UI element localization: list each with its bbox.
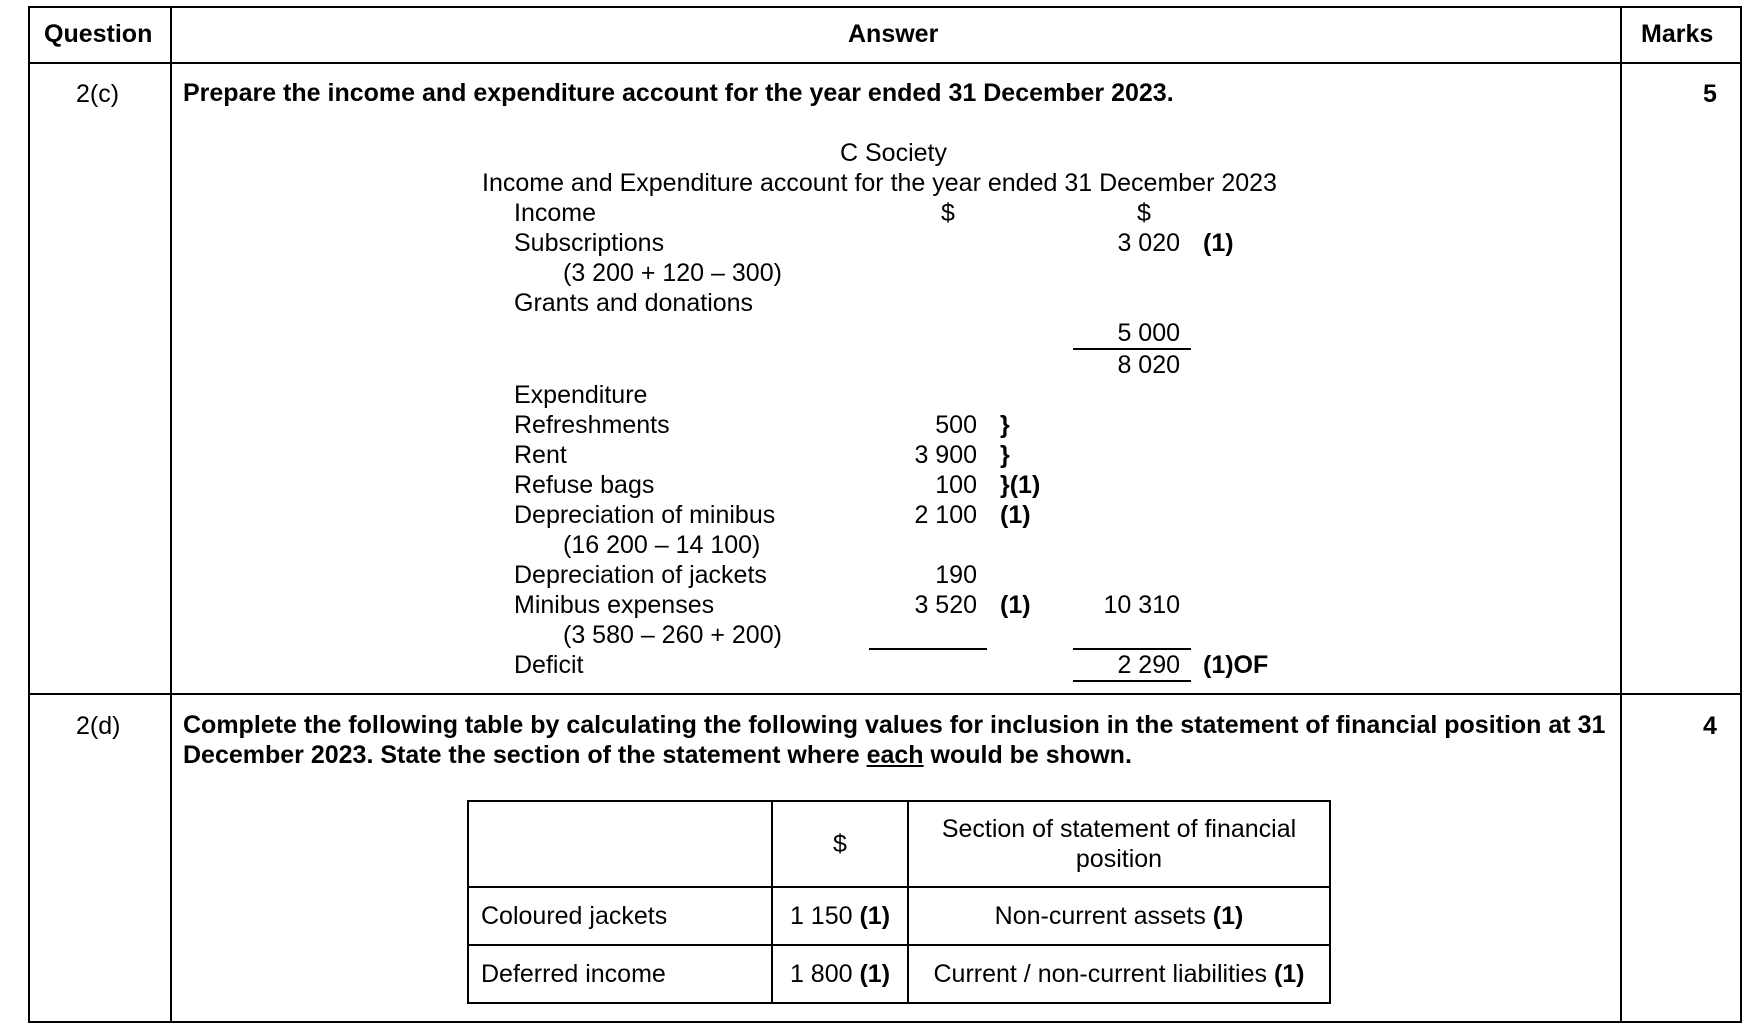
- expenditure-col1-underline: [869, 648, 987, 650]
- dep-minibus-value: 2 100: [914, 501, 977, 529]
- sfp-section: Non-current assets: [994, 901, 1206, 930]
- dep-minibus-working: (16 200 – 14 100): [563, 531, 761, 559]
- minibus-expenses-label: Minibus expenses: [514, 591, 715, 619]
- minibus-expenses-mark: (1): [1000, 591, 1031, 619]
- table-row: [468, 945, 1330, 1003]
- sfp-table: [467, 800, 1331, 1004]
- currency-col2: $: [1137, 199, 1151, 227]
- refuse-bags-value: 100: [935, 471, 977, 499]
- rent-value: 3 900: [914, 441, 977, 469]
- table-right-border: [1740, 6, 1742, 1023]
- deficit-mark: (1)OF: [1203, 651, 1269, 679]
- header-answer: Answer: [848, 20, 939, 48]
- marks-2c: 5: [1703, 80, 1717, 108]
- grants-value: 5 000: [1117, 319, 1180, 347]
- sfp-header-currency: $: [772, 801, 908, 887]
- question-prompt-2d: [183, 710, 1613, 770]
- minibus-expenses-value: 3 520: [914, 591, 977, 619]
- rent-mark: }: [1000, 441, 1010, 469]
- account-title: Income and Expenditure account for the year ended 31 December 2023: [482, 169, 1277, 197]
- sfp-item: Deferred income: [468, 945, 772, 1003]
- question-prompt-2c: Prepare the income and expenditure account for the year ended 31 December 2023.: [183, 79, 1174, 107]
- sfp-section-cell: [908, 945, 1330, 1003]
- sfp-header-section: Section of statement of financial position: [908, 801, 1330, 887]
- refreshments-label: Refreshments: [514, 411, 670, 439]
- dep-jackets-value: 190: [935, 561, 977, 589]
- sfp-value-mark: (1): [859, 901, 891, 930]
- table-bottom-border: [28, 1021, 1742, 1023]
- deficit-value: 2 290: [1117, 651, 1180, 679]
- minibus-expenses-working: (3 580 – 260 + 200): [563, 621, 782, 649]
- dep-minibus-mark: (1): [1000, 501, 1031, 529]
- prompt-2d-underlined: each: [866, 741, 924, 769]
- header-bottom-border: [28, 62, 1742, 64]
- subscriptions-label: Subscriptions: [514, 229, 665, 257]
- refreshments-mark: }: [1000, 411, 1010, 439]
- sfp-table-header: [468, 801, 1330, 887]
- refuse-bags-mark: }(1): [1000, 471, 1041, 499]
- income-heading: Income: [514, 199, 596, 227]
- table-left-border: [28, 6, 30, 1023]
- prompt-2d-part2: would be shown.: [923, 741, 1132, 769]
- deficit-underline: [1073, 680, 1191, 682]
- header-marks: Marks: [1641, 20, 1714, 48]
- grants-label: Grants and donations: [514, 289, 754, 317]
- expenditure-total: 10 310: [1103, 591, 1180, 619]
- income-total: 8 020: [1117, 351, 1180, 379]
- society-name: C Society: [840, 139, 947, 167]
- subscriptions-value: 3 020: [1117, 229, 1180, 257]
- question-number-2c: 2(c): [76, 80, 120, 108]
- sfp-value-mark: (1): [859, 959, 891, 988]
- rent-label: Rent: [514, 441, 567, 469]
- sfp-value: 1 150: [789, 901, 853, 930]
- question-number-2d: 2(d): [76, 712, 121, 740]
- dep-minibus-label: Depreciation of minibus: [514, 501, 776, 529]
- sfp-header-blank: [468, 801, 772, 887]
- subscriptions-working: (3 200 + 120 – 300): [563, 259, 782, 287]
- marks-2d: 4: [1703, 712, 1717, 740]
- question-column-divider: [170, 6, 172, 1023]
- marks-column-divider: [1620, 6, 1622, 1023]
- sfp-section-mark: (1): [1212, 901, 1244, 930]
- refreshments-value: 500: [935, 411, 977, 439]
- sfp-value-cell: [772, 945, 908, 1003]
- table-top-border: [28, 6, 1742, 8]
- row-divider: [28, 693, 1742, 695]
- refuse-bags-label: Refuse bags: [514, 471, 655, 499]
- deficit-label: Deficit: [514, 651, 584, 679]
- dep-jackets-label: Depreciation of jackets: [514, 561, 767, 589]
- sfp-item: Coloured jackets: [468, 887, 772, 945]
- table-row: [468, 887, 1330, 945]
- expenditure-heading: Expenditure: [514, 381, 648, 409]
- subscriptions-mark: (1): [1203, 229, 1234, 257]
- currency-col1: $: [941, 199, 955, 227]
- sfp-value-cell: [772, 887, 908, 945]
- sfp-section-mark: (1): [1273, 959, 1305, 988]
- sfp-section: Current / non-current liabilities: [933, 959, 1267, 988]
- sfp-section-cell: [908, 887, 1330, 945]
- sfp-value: 1 800: [789, 959, 853, 988]
- header-question: Question: [44, 20, 153, 48]
- prompt-2d-part1: Complete the following table by calculating the following values for inclusion in the statement of financial position at 31 December 2023. State the section of the statement where: [183, 711, 1606, 769]
